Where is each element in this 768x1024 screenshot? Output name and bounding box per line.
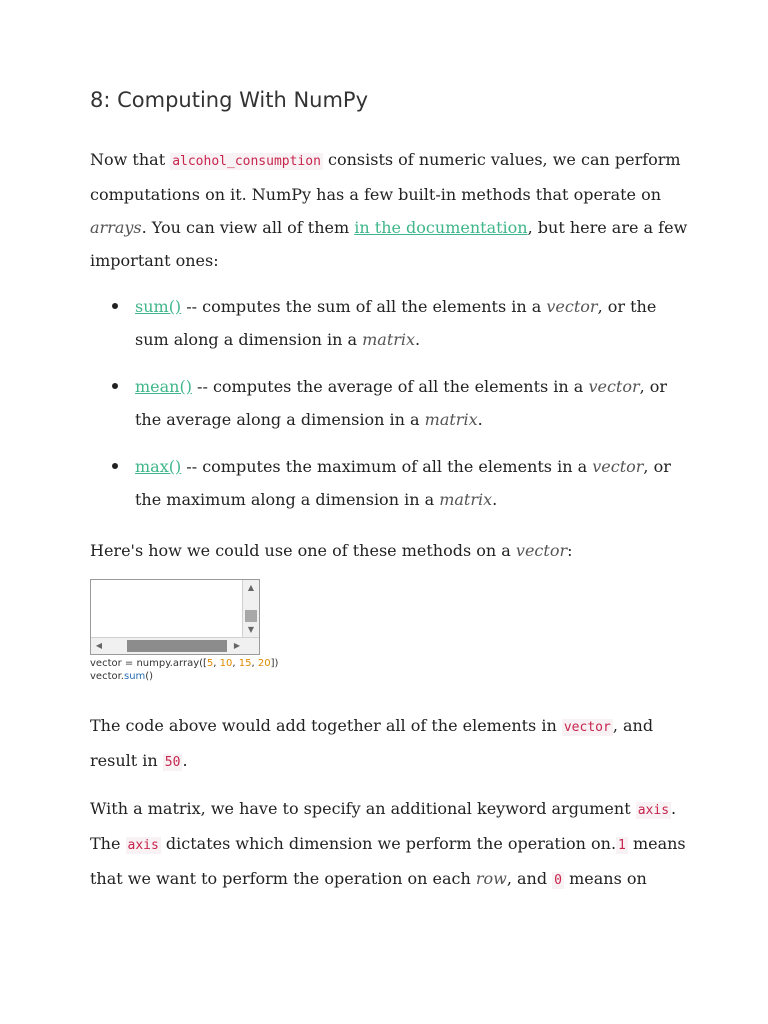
result-text: . — [182, 751, 188, 770]
vertical-scrollbar[interactable] — [242, 580, 259, 638]
howto-text: Here's how we could use one of these methods on a — [90, 541, 516, 560]
code-text: vector. — [90, 671, 124, 682]
inline-code-1: 1 — [618, 838, 626, 853]
matrix-paragraph — [90, 792, 690, 897]
code-line-2 — [90, 670, 278, 683]
page-title: 8: Computing With NumPy — [90, 88, 369, 112]
methods-list — [90, 290, 680, 530]
intro-text-4: , but here are a few important ones: — [90, 218, 688, 270]
code-separator: , — [213, 658, 220, 669]
emphasis-arrays: arrays — [90, 218, 142, 237]
emphasis-vector: vector — [515, 541, 568, 560]
scroll-right-icon[interactable]: ▶ — [233, 641, 241, 650]
emphasis-vector: vector — [588, 377, 640, 396]
bullet-icon — [112, 303, 118, 309]
list-text: -- computes the sum of all the elements in a — [181, 297, 547, 316]
intro-text-2: consists of numeric values, we can perform computations on it. NumPy has a few built-in methods that operate on — [90, 150, 681, 204]
code-text: () — [145, 671, 154, 682]
intro-paragraph — [90, 143, 690, 277]
code-number: 20 — [257, 658, 271, 669]
code-text: vector = numpy.array([ — [90, 658, 207, 669]
code-number: 15 — [238, 658, 252, 669]
matrix-text: , and — [506, 869, 553, 888]
list-text: , or the average along a dimension in a — [135, 377, 668, 429]
horizontal-scroll-thumb[interactable] — [127, 640, 227, 652]
bullet-icon — [112, 383, 118, 389]
howto-paragraph — [90, 534, 690, 567]
code-method: sum — [123, 671, 146, 682]
code-text: ]) — [270, 658, 279, 669]
intro-text-1: Now that — [90, 150, 171, 169]
emphasis-vector: vector — [592, 457, 644, 476]
emphasis-matrix: matrix — [424, 410, 478, 429]
code-line-1 — [90, 657, 278, 670]
scroll-left-icon[interactable]: ◀ — [95, 641, 103, 650]
max-method-link[interactable]: max() — [135, 457, 182, 476]
list-text: . — [492, 490, 498, 509]
result-paragraph — [90, 709, 690, 779]
code-editor-box[interactable] — [90, 579, 260, 655]
inline-code-50: 50 — [164, 755, 181, 770]
result-text: The code above would add together all of the elements in — [90, 716, 562, 735]
code-snippet — [90, 657, 278, 683]
inline-code-axis: axis — [127, 838, 159, 853]
documentation-link[interactable]: in the documentation — [354, 218, 528, 237]
code-number: 10 — [219, 658, 233, 669]
sum-method-link[interactable]: sum() — [135, 297, 182, 316]
emphasis-matrix: matrix — [439, 490, 493, 509]
horizontal-scrollbar[interactable] — [91, 637, 259, 654]
list-item-mean — [90, 370, 680, 436]
matrix-text: . The — [90, 799, 677, 853]
list-text: . — [477, 410, 483, 429]
emphasis-row: row — [475, 869, 507, 888]
list-text: -- computes the average of all the elements in a — [191, 377, 589, 396]
code-number: 5 — [206, 658, 214, 669]
matrix-text: dictates which dimension we perform the operation on. — [160, 834, 617, 853]
intro-text-3: . You can view all of them — [141, 218, 355, 237]
code-separator: , — [251, 658, 258, 669]
inline-code-axis: axis — [637, 803, 670, 818]
list-text: , or the maximum along a dimension in a — [135, 457, 671, 509]
list-text: , or the sum along a dimension in a — [135, 297, 657, 349]
bullet-icon — [112, 463, 118, 469]
scroll-up-icon[interactable]: ▲ — [247, 583, 255, 592]
mean-method-link[interactable]: mean() — [135, 377, 192, 396]
code-separator: , — [232, 658, 239, 669]
list-item-max — [90, 450, 680, 516]
matrix-text: With a matrix, we have to specify an additional keyword argument — [90, 799, 636, 818]
howto-text: : — [567, 541, 573, 560]
scroll-down-icon[interactable]: ▼ — [247, 625, 255, 634]
emphasis-vector: vector — [546, 297, 598, 316]
inline-code-alcohol-consumption: alcohol_consumption — [172, 154, 321, 169]
result-text: , and result in — [90, 716, 654, 770]
list-item-sum — [90, 290, 680, 356]
vertical-scroll-thumb[interactable] — [245, 610, 257, 622]
inline-code-vector: vector — [563, 720, 611, 735]
list-text: . — [415, 330, 421, 349]
emphasis-matrix: matrix — [362, 330, 416, 349]
matrix-text: means on — [564, 869, 647, 888]
list-text: -- computes the maximum of all the elements in a — [181, 457, 593, 476]
inline-code-0: 0 — [554, 873, 562, 888]
matrix-text: means that we want to perform the operation on each — [90, 834, 686, 888]
